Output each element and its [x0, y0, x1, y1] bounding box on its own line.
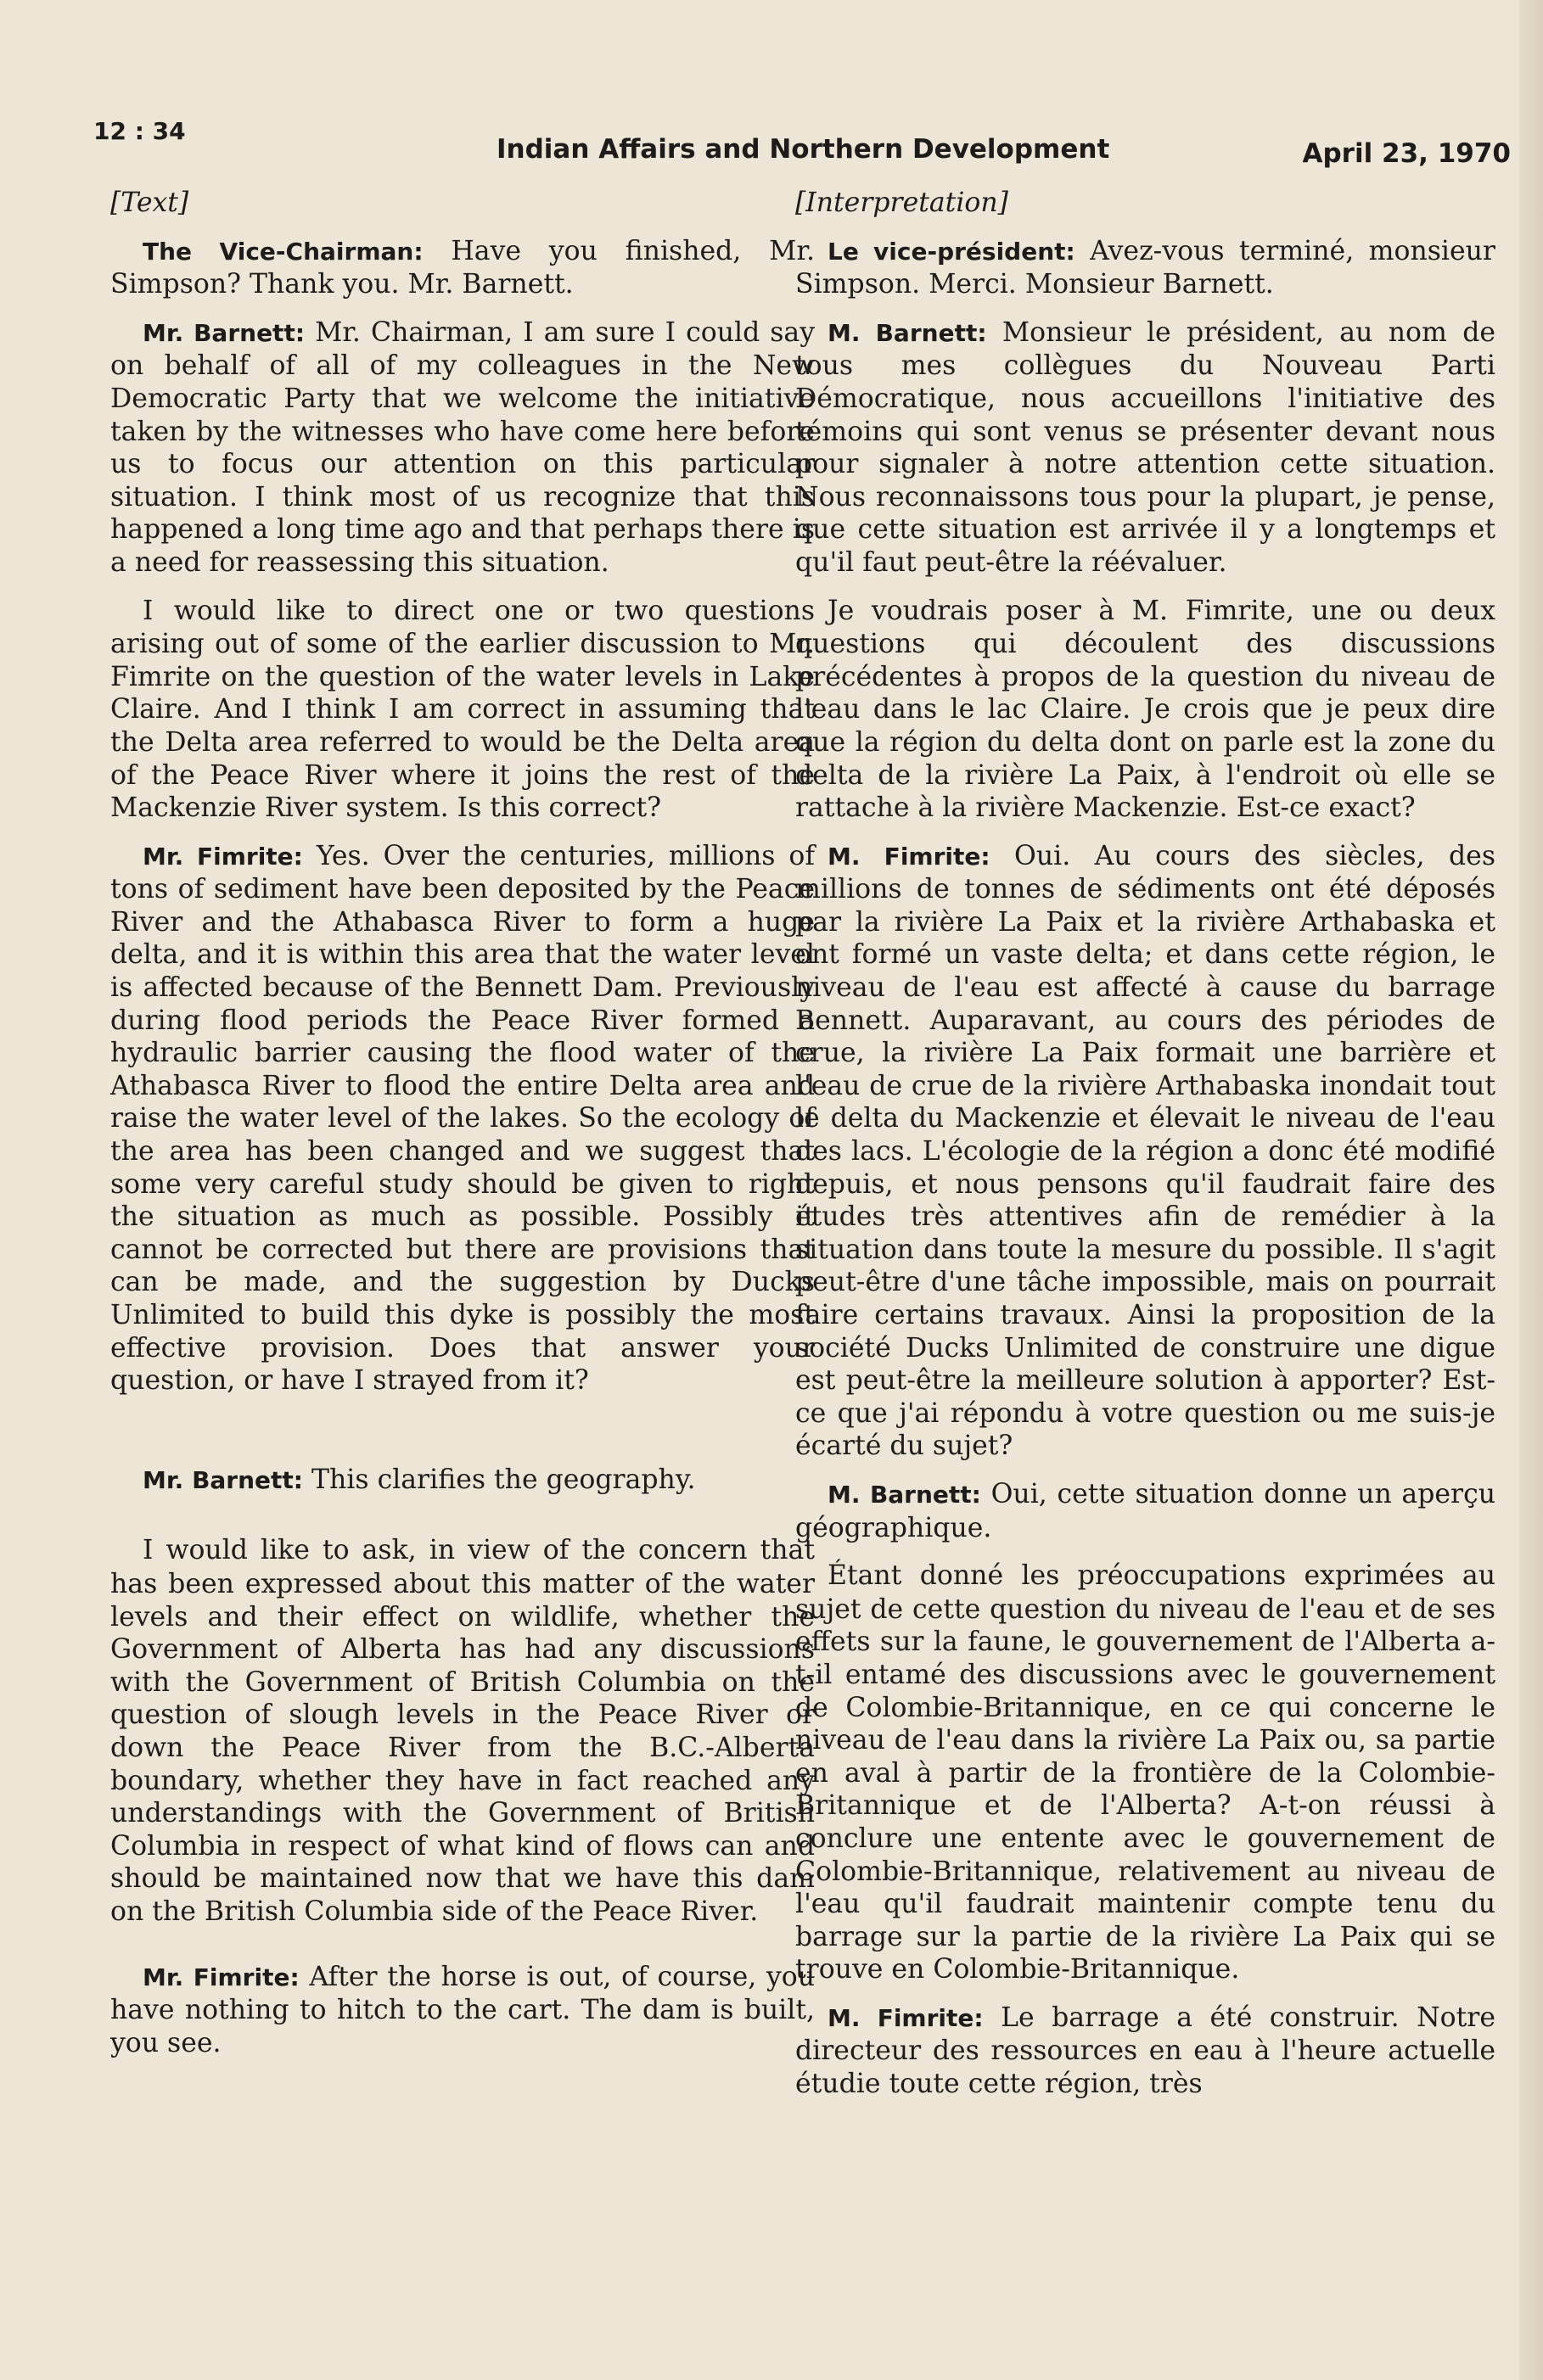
paragraph: [110, 595, 815, 825]
paragraph: [110, 1464, 815, 1498]
paragraph: [110, 840, 815, 1397]
paragraph: [110, 1961, 815, 2060]
speaker-name: Le vice-président:: [828, 237, 1075, 266]
paragraph: [110, 1534, 815, 1928]
paragraph-text: Yes. Over the centuries, millions of tons of sediment have been deposited by the Peace River and the Athabasca River to form a huge delta, and it is within this area that the water level is affected because of the Bennett Dam. Previously during flood periods the Peace River formed a hydraulic barrier causing the flood water of the Athabasca River to flood the entire Delta area and raise the water level of the lakes. So the ecology of the area has been changed and we suggest that some very careful study should be given to right the situation as much as possible. Possibly it cannot be corrected but there are provisions that can be made, and the suggestion by Ducks Unlimited to build this dyke is possibly the most effective provision. Does that answer your question, or have I strayed from it?: [110, 840, 815, 1397]
paragraph-text: This clarifies the geography.: [303, 1464, 696, 1495]
paragraph: [795, 595, 1495, 825]
speaker-name: M. Fimrite:: [828, 842, 990, 871]
column-label: [Text]: [110, 188, 189, 218]
speaker-name: Mr. Fimrite:: [143, 842, 303, 871]
paragraph-text: Mr. Chairman, I am sure I could say on behalf of all of my colleagues in the New Democratic Party that we welcome the initiative taken by the witnesses who have come here before us to focus our attention on this particular situation. I think most of us recognize that this happened a long time ago and that perhaps there is a need for reassessing this situation.: [110, 316, 816, 578]
paragraph-text: I would like to direct one or two questions arising out of some of the earlier discussion to Mr. Fimrite on the question of the water levels in Lake Claire. And I think I am correct in assuming that the Delta area referred to would be the Delta area of the Peace River where it joins the rest of the Mackenzie River system. Is this correct?: [110, 595, 815, 824]
french-column: [795, 187, 1495, 2116]
paragraph: [110, 235, 815, 301]
speaker-name: Mr. Fimrite:: [143, 1963, 300, 1991]
page-number: 12 : 34: [93, 117, 186, 145]
paragraph: [110, 316, 815, 580]
paragraph-text: I would like to ask, in view of the concern that has been expressed about this matter of the water levels and their effect on wildlife, whether the Government of Alberta has had any discussions with the Government of British Columbia on the question of slough levels in the Peace River or down the Peace River from the B.C.-Alberta boundary, whether they have in fact reached any understandings with the Government of British Columbia in respect of what kind of flows can and should be maintained now that we have this dam on the British Columbia side of the Peace River.: [110, 1535, 815, 1927]
speaker-name: M. Fimrite:: [828, 2003, 984, 2032]
speaker-name: The Vice-Chairman:: [143, 237, 424, 266]
page-date: April 23, 1970: [1302, 138, 1511, 169]
page-edge: [1519, 0, 1543, 2380]
paragraph-text: Monsieur le président, au nom de tous mes collègues du Nouveau Parti Démocratique, nous accueillons l'initiative des témoins qui sont venus se présenter devant nous pour signaler à notre attention cette situation. Nous reconnaissons tous pour la plupart, je pense, que cette situation est arrivée il y a longtemps et qu'il faut peut-être la réévaluer.: [795, 316, 1495, 578]
speaker-name: Mr. Barnett:: [143, 318, 306, 347]
speaker-name: M. Barnett:: [828, 1480, 981, 1509]
paragraph-text: Oui, cette situation donne un aperçu géographique.: [795, 1478, 1496, 1543]
speaker-name: Mr. Barnett:: [143, 1465, 303, 1494]
paragraph: [795, 840, 1495, 1463]
paragraph: [795, 2002, 1495, 2101]
paragraph: [795, 1478, 1495, 1544]
paragraph-text: Le barrage a été construir. Notre directeur des ressources en eau à l'heure actuelle étudie toute cette région, très: [795, 2002, 1495, 2100]
paragraph: [795, 235, 1495, 301]
english-column: [110, 187, 815, 2075]
speaker-name: M. Barnett:: [828, 318, 987, 347]
column-label: [Interpretation]: [795, 188, 1008, 218]
paragraph-text: Oui. Au cours des siècles, des millions de tonnes de sédiments ont été déposés par la rivière La Paix et la rivière Arthabaska et ont formé un vaste delta; et dans cette région, le niveau de l'eau est affecté à cause du barrage Bennett. Auparavant, au cours des périodes de crue, la rivière La Paix formait une barrière et l'eau de crue de la rivière Arthabaska inondait tout le delta du Mackenzie et élevait le niveau de l'eau des lacs. L'écologie de la région a donc été modifié depuis, et nous pensons qu'il faudrait faire des études très attentives afin de remédier à la situation dans toute la mesure du possible. Il s'agit peut-être d'une tâche impossible, mais on pourrait faire certains travaux. Ainsi la proposition de la société Ducks Unlimited de construire une digue est peut-être la meilleure solution à apporter? Est-ce que j'ai répondu à votre question ou me suis-je écarté du sujet?: [795, 840, 1495, 1462]
paragraph: [795, 1560, 1495, 1986]
paragraph-text: After the horse is out, of course, you have nothing to hitch to the cart. The dam is built, you see.: [110, 1961, 816, 2058]
paragraph-text: Avez-vous terminé, monsieur Simpson. Merci. Monsieur Barnett.: [795, 235, 1495, 300]
paragraph-text: Étant donné les préoccupations exprimées au sujet de cette question du niveau de l'eau et de ses effets sur la faune, le gouvernement de l'Alberta a-t-il entamé des discussions avec le gouvernement de Colombie-Britannique, en ce qui concerne le niveau de l'eau dans la rivière La Paix ou, sa partie en aval à partir de la frontière de la Colombie-Britannique et de l'Alberta? A-t-on réussi à conclure une entente avec le gouvernement de Colombie-Britannique, relativement au niveau de l'eau qu'il faudrait maintenir compte tenu du barrage sur la partie de la rivière La Paix qui se trouve en Colombie-Britannique.: [795, 1560, 1495, 1985]
paragraph-text: Have you finished, Mr. Simpson? Thank you. Mr. Barnett.: [110, 235, 815, 300]
paragraph-text: Je voudrais poser à M. Fimrite, une ou deux questions qui découlent des discussions précédentes à propos de la question du niveau de l'eau dans le lac Claire. Je crois que je peux dire que la région du delta dont on parle est la zone du delta de la rivière La Paix, à l'endroit où elle se rattache à la rivière Mackenzie. Est-ce exact?: [795, 595, 1495, 824]
paragraph: [795, 316, 1495, 580]
page-header: [93, 110, 1511, 178]
running-title: Indian Affairs and Northern Development: [497, 134, 1110, 165]
